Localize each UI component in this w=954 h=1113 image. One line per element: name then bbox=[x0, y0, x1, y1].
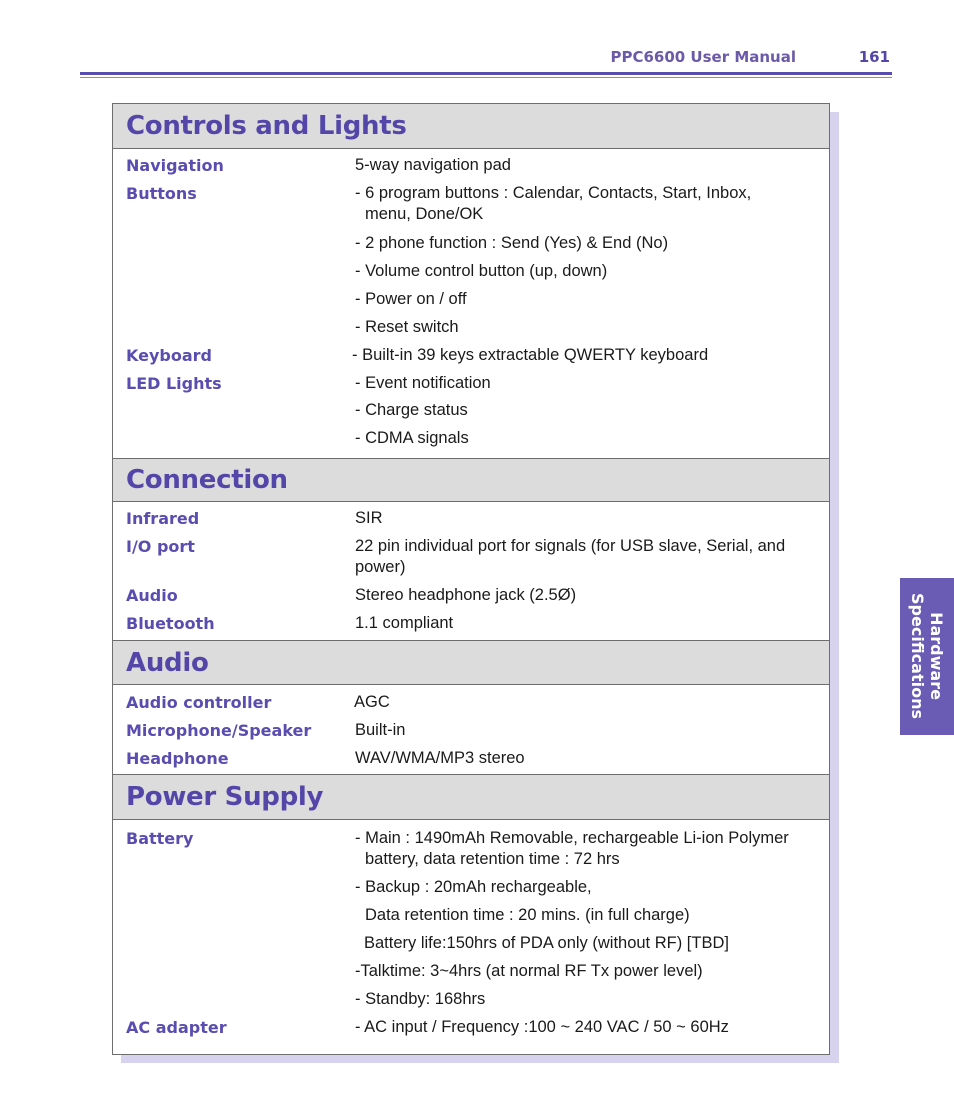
value-buttons-1b: menu, Done/OK bbox=[365, 205, 484, 223]
label-buttons: Buttons bbox=[126, 184, 197, 203]
value-io-port: 22 pin individual port for signals (for USB slave, Serial, and power) bbox=[355, 537, 786, 576]
value-keyboard: - Built-in 39 keys extractable QWERTY keyboard bbox=[352, 346, 709, 364]
page-header bbox=[80, 44, 892, 74]
section-title: Audio bbox=[126, 647, 209, 678]
value-led-2: - Charge status bbox=[355, 401, 468, 419]
value-audio-jack: Stereo headphone jack (2.5Ø) bbox=[355, 586, 577, 604]
section-tab-label bbox=[908, 593, 946, 719]
value-buttons-4: - Power on / off bbox=[355, 290, 467, 308]
label-headphone: Headphone bbox=[126, 749, 229, 768]
section-title: Power Supply bbox=[126, 782, 324, 812]
label-navigation: Navigation bbox=[126, 156, 224, 175]
value-battery-2: - Backup : 20mAh rechargeable, bbox=[355, 878, 592, 896]
value-ac-adapter: - AC input / Frequency :100 ~ 240 VAC / 50 ~ 60Hz bbox=[355, 1018, 729, 1036]
label-infrared: Infrared bbox=[126, 509, 200, 528]
value-battery-1: - Main : 1490mAh Removable, rechargeable Li-ion Polymer bbox=[355, 829, 789, 847]
section-header-controls bbox=[113, 104, 829, 149]
label-keyboard: Keyboard bbox=[126, 346, 212, 365]
value-battery-3: Data retention time : 20 mins. (in full charge) bbox=[365, 906, 690, 924]
label-io-port: I/O port bbox=[126, 537, 195, 556]
value-buttons-2: - 2 phone function : Send (Yes) & End (No) bbox=[355, 234, 669, 252]
section-header-audio bbox=[113, 640, 829, 685]
value-buttons-5: - Reset switch bbox=[355, 318, 459, 336]
spec-table bbox=[112, 103, 830, 1055]
value-battery-6: - Standby: 168hrs bbox=[355, 990, 486, 1008]
header-rule bbox=[80, 72, 892, 75]
value-battery-4: Battery life:150hrs of PDA only (without RF) [TBD] bbox=[364, 934, 729, 952]
value-infrared: SIR bbox=[355, 509, 383, 527]
section-tab-line-2: Specifications bbox=[908, 593, 927, 719]
section-title: Connection bbox=[126, 465, 288, 495]
value-bluetooth: 1.1 compliant bbox=[355, 614, 454, 632]
label-battery: Battery bbox=[126, 829, 194, 848]
value-battery-5: -Talktime: 3~4hrs (at normal RF Tx power level) bbox=[355, 962, 703, 980]
label-audio-jack: Audio bbox=[126, 586, 178, 605]
label-bluetooth: Bluetooth bbox=[126, 614, 215, 633]
header-rule-thin bbox=[80, 77, 892, 78]
section-title: Controls and Lights bbox=[126, 111, 407, 141]
page-number: 161 bbox=[858, 48, 890, 66]
value-microphone-speaker: Built-in bbox=[355, 721, 406, 739]
section-header-connection bbox=[113, 458, 829, 502]
value-led-1: - Event notification bbox=[355, 374, 491, 392]
value-navigation: 5-way navigation pad bbox=[355, 156, 511, 174]
label-audio-controller: Audio controller bbox=[126, 693, 272, 712]
value-battery-1b: battery, data retention time : 72 hrs bbox=[365, 850, 620, 868]
label-microphone-speaker: Microphone/Speaker bbox=[126, 721, 312, 740]
value-audio-controller: AGC bbox=[354, 693, 390, 711]
value-headphone: WAV/WMA/MP3 stereo bbox=[355, 749, 525, 767]
value-buttons-3: - Volume control button (up, down) bbox=[355, 262, 608, 280]
label-led-lights: LED Lights bbox=[126, 374, 222, 393]
value-led-3: - CDMA signals bbox=[355, 429, 469, 447]
section-tab-line-1: Hardware bbox=[927, 612, 946, 700]
section-header-power-supply bbox=[113, 774, 829, 820]
value-buttons-1: - 6 program buttons : Calendar, Contacts, Start, Inbox, bbox=[355, 184, 752, 202]
manual-title: PPC6600 User Manual bbox=[610, 48, 796, 66]
label-ac-adapter: AC adapter bbox=[126, 1018, 227, 1037]
section-tab-hardware-specifications[interactable] bbox=[900, 578, 954, 735]
